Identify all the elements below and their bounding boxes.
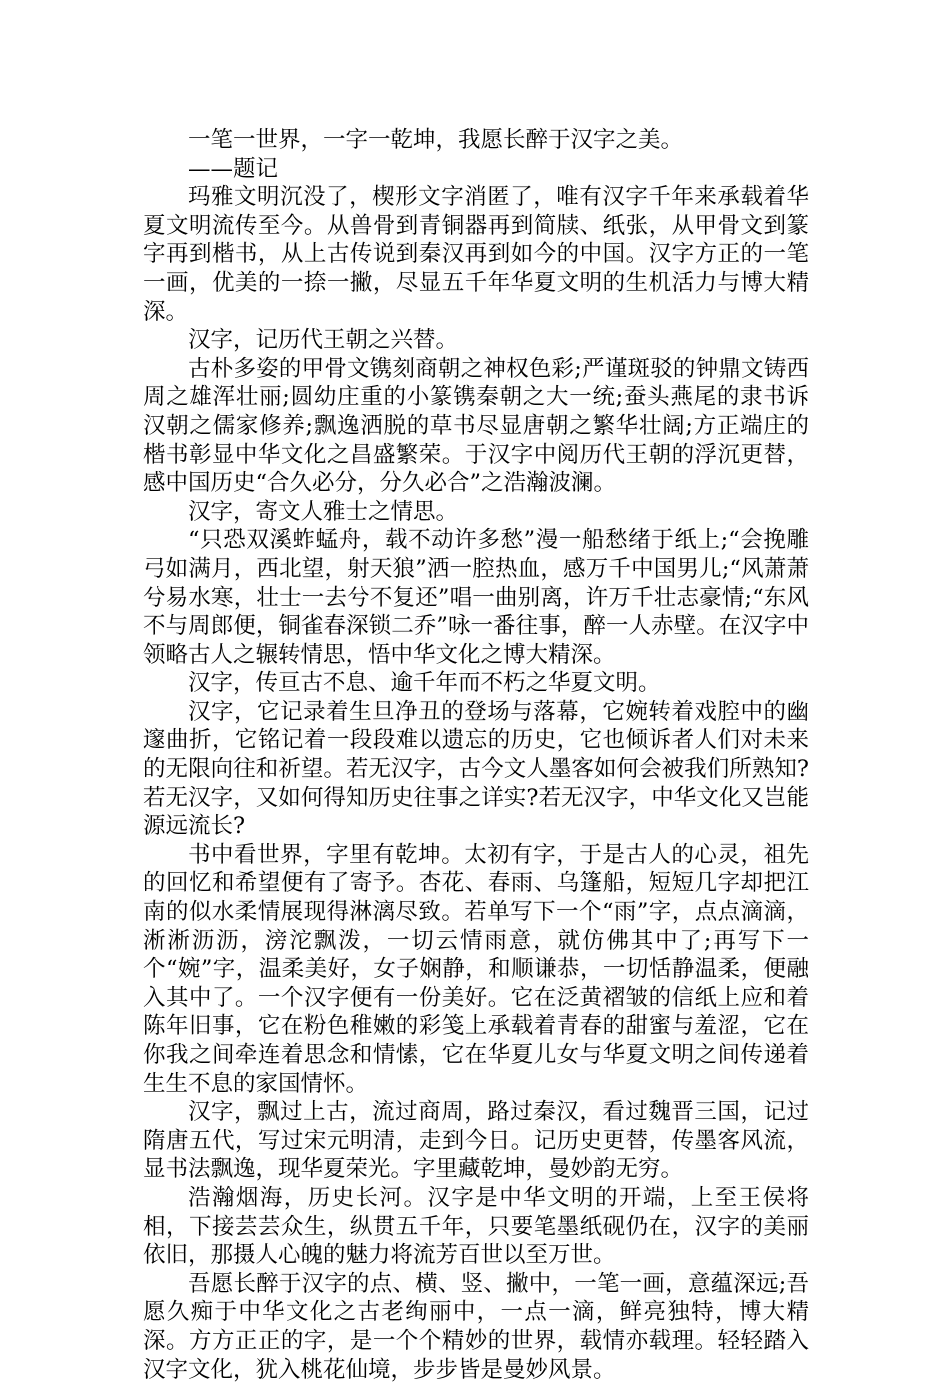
paragraph: 汉字，它记录着生旦净丑的登场与落幕，它婉转着戏腔中的幽邃曲折，它铭记着一段段难以遗忘的历史，它也倾诉者人们对未来的无限向往和祈望。若无汉字，古今文人墨客如何会被我们所熟知?若无汉字，又如何得知历史往事之详实?若无汉字，中华文化又岂能源远流长? [143, 698, 809, 840]
section-heading: 汉字，寄文人雅士之情思。 [188, 498, 459, 525]
epigraph-attribution: ——题记 [188, 155, 279, 182]
paragraph: 吾愿长醉于汉字的点、横、竖、撇中，一笔一画，意蕴深远;吾愿久痴于中华文化之古老绚丽中，一点一滴，鲜亮独特，博大精深。方方正正的字，是一个个精妙的世界，载情亦载理。轻轻踏入汉字文化，犹入桃花仙境，步步皆是曼妙风景。 [143, 1270, 809, 1383]
essay-body [143, 126, 809, 1384]
section-heading: 汉字，传亘古不息、逾千年而不朽之华夏文明。 [188, 670, 661, 697]
paragraph: 玛雅文明沉没了，楔形文字消匿了，唯有汉字千年来承载着华夏文明流传至今。从兽骨到青铜器再到简牍、纸张，从甲骨文到篆字再到楷书，从上古传说到秦汉再到如今的中国。汉字方正的一笔一画，优美的一捺一撇，尽显五千年华夏文明的生机活力与博大精深。 [143, 184, 809, 325]
paragraph: 浩瀚烟海，历史长河。汉字是中华文明的开端，上至王侯将相，下接芸芸众生，纵贯五千年，只要笔墨纸砚仍在，汉字的美丽依旧，那摄人心魄的魅力将流芳百世以至万世。 [143, 1184, 809, 1269]
section-heading: 汉字，记历代王朝之兴替。 [188, 327, 459, 354]
epigraph: 一笔一世界，一字一乾坤，我愿长醉于汉字之美。 [188, 127, 684, 153]
paragraph: “只恐双溪蚱蜢舟，载不动许多愁”漫一船愁绪于纸上;“会挽雕弓如满月，西北望，射天狼”洒一腔热血，感万千中国男儿;“风萧萧兮易水寒，壮士一去兮不复还”唱一曲别离，许万千壮志豪情;“东风不与周郎便，铜雀春深锁二乔”咏一番往事，醉一人赤壁。在汉字中领略古人之辗转情思，悟中华文化之博大精深。 [143, 527, 809, 668]
paragraph: 书中看世界，字里有乾坤。太初有字，于是古人的心灵，祖先的回忆和希望便有了寄予。杏花、春雨、乌篷船，短短几字却把江南的似水柔情展现得淋漓尽致。若单写下一个“雨”字，点点滴滴，淅淅沥沥，滂沱飘泼，一切云情雨意，就仿佛其中了;再写下一个“婉”字，温柔美好，女子娴静，和顺谦恭，一切恬静温柔，便融入其中了。一个汉字便有一份美好。它在泛黄褶皱的信纸上应和着陈年旧事，它在粉色稚嫩的彩笺上承载着青春的甜蜜与羞涩，它在你我之间牵连着思念和情愫，它在华夏儿女与华夏文明之间传递着生生不息的家国情怀。 [143, 841, 809, 1097]
paragraph: 古朴多姿的甲骨文镌刻商朝之神权色彩;严谨斑驳的钟鼎文铸西周之雄浑壮丽;圆幼庄重的小篆镌秦朝之大一统;蚕头燕尾的隶书诉汉朝之儒家修养;飘逸洒脱的草书尽显唐朝之繁华壮阔;方正端庄的楷书彰显中华文化之昌盛繁荣。于汉字中阅历代王朝的浮沉更替，感中国历史“合久必分，分久必合”之浩瀚波澜。 [143, 355, 809, 497]
paragraph: 汉字，飘过上古，流过商周，路过秦汉，看过魏晋三国，记过隋唐五代，写过宋元明清，走到今日。记历史更替，传墨客风流，显书法飘逸，现华夏荣光。字里藏乾坤，曼妙韵无穷。 [143, 1099, 809, 1183]
